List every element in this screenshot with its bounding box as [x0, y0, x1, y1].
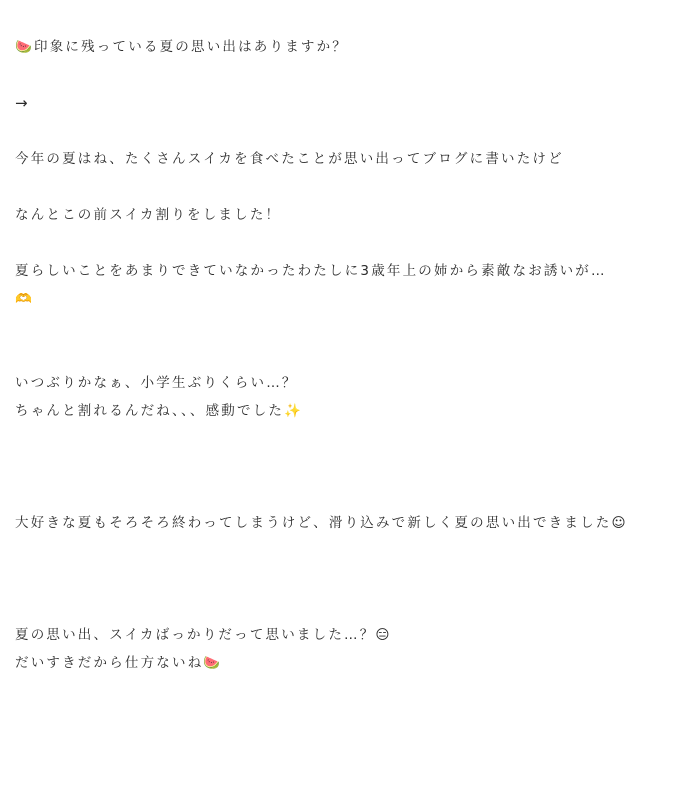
blank-line [15, 425, 681, 453]
blank-line [15, 61, 681, 89]
heart-hands-emoji: 🫶 [15, 291, 32, 307]
post-line: なんとこの前スイカ割りをしました！ [15, 207, 282, 223]
post-line: 大好きな夏もそろそろ終わってしまうけど、滑り込みで新しく夏の思い出できました☺︎ [15, 515, 628, 531]
post-line: だいすきだから仕方ないね🍉 [15, 655, 223, 671]
post-line: 夏らしいことをあまりできていなかったわたしに3歳年上の姉から素敵なお誘いが… [15, 263, 607, 279]
blank-line [15, 229, 681, 257]
post-line: 今年の夏はね、たくさんスイカを食べたことが思い出ってブログに書いたけど [15, 151, 564, 167]
blank-line [15, 537, 681, 565]
post-line-prompt: 🍉印象に残っている夏の思い出はありますか？ [15, 39, 349, 55]
blank-line [15, 173, 681, 201]
blank-line [15, 593, 681, 621]
blank-line [15, 565, 681, 593]
blank-line [15, 481, 681, 509]
post-line: いつぶりかなぁ、小学生ぶりくらい…？ [15, 375, 298, 391]
blog-post-body [15, 33, 681, 677]
blank-line [15, 313, 681, 341]
post-line: ちゃんと割れるんだね、、、感動でした✨ [15, 403, 304, 419]
blank-line [15, 341, 681, 369]
post-line: 夏の思い出、スイカばっかりだって思いました…？😑 [15, 627, 392, 643]
arrow-line: → [15, 94, 28, 112]
blank-line [15, 117, 681, 145]
blank-line [15, 453, 681, 481]
